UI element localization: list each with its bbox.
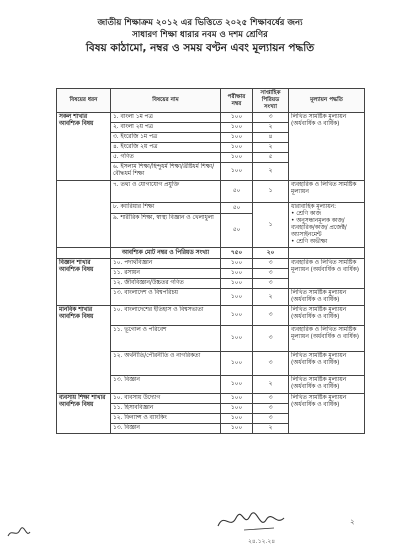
marks-cell: ১০০ xyxy=(221,113,253,123)
assessment-cell: লিখিত সামষ্টিক মূল্যায়ন (অর্ধবার্ষিক ও বার্ষিক) xyxy=(289,306,365,326)
subject-cell: ২. বাংলা ২য় পত্র xyxy=(111,123,221,133)
subject-cell: ১২. ফিন্যান্স ও ব্যাংকিং xyxy=(111,414,221,424)
subject-cell: ৭. তথ্য ও যোগাযোগ প্রযুক্তি xyxy=(111,181,221,203)
header-marks: পরীক্ষার নম্বর xyxy=(221,89,253,113)
marks-cell: ৫০ xyxy=(221,181,253,203)
marks-cell: ১০০ xyxy=(221,289,253,306)
continuous-item: • অনুসন্ধানমূলক কাজ/ব্যবহারিক/কাজ/ প্রজেক্ট/অ্যাসাইনমেন্ট xyxy=(291,218,347,238)
header-assessment: মূল্যায়ন পদ্ধতি xyxy=(289,89,365,113)
table-row xyxy=(57,259,365,269)
subject-cell: ১০. পদার্থবিজ্ঞান xyxy=(111,259,221,269)
marks-cell: ১০০ xyxy=(221,394,253,404)
marks-cell: ১০০ xyxy=(221,153,253,163)
marks-cell: ১০০ xyxy=(221,143,253,153)
table-row xyxy=(57,306,365,326)
subject-cell: ১২. জীববিজ্ঞান/উচ্চতর গণিত xyxy=(111,279,221,289)
periods-cell: ৩ xyxy=(253,269,289,279)
periods-cell: ৩ xyxy=(253,279,289,289)
group-science: বিজ্ঞান শাখার আবশ্যিক বিষয় xyxy=(57,259,111,306)
table-row xyxy=(57,113,365,123)
periods-cell: ৩ xyxy=(253,352,289,376)
marks-cell: ৫০ xyxy=(221,203,253,214)
periods-cell: ২ xyxy=(253,123,289,133)
assessment-cell-continuous xyxy=(289,203,365,248)
subject-cell: ১০. ব্যবসায় উদ্যোগ xyxy=(111,394,221,404)
subject-cell: ১২. অর্থনীতি/পৌরনীতি ও নাগরিকতা xyxy=(111,352,221,376)
marks-cell: ৫০ xyxy=(221,214,253,248)
periods-cell: ৪ xyxy=(253,133,289,143)
group-humanities: মানবিক শাখার আবশ্যিক বিষয় xyxy=(57,306,111,394)
marks-cell: ১০০ xyxy=(221,163,253,181)
subject-cell: ১০. বাংলাদেশের ইতিহাস ও বিশ্বসভ্যতা xyxy=(111,306,221,326)
total-marks: ৭৫০ xyxy=(221,248,253,259)
marks-cell: ১০০ xyxy=(221,404,253,414)
subject-cell: ১১. হিসাববিজ্ঞান xyxy=(111,404,221,414)
subject-cell: ৪. ইংরেজি ২য় পত্র xyxy=(111,143,221,153)
periods-cell: ৩ xyxy=(253,306,289,326)
periods-cell: ১ xyxy=(253,203,289,248)
subject-structure-table xyxy=(56,88,365,434)
margin-initials xyxy=(6,526,32,540)
periods-cell: ২ xyxy=(253,289,289,306)
marks-cell: ১০০ xyxy=(221,279,253,289)
periods-cell: ৫ xyxy=(253,153,289,163)
assessment-cell: লিখিত সামষ্টিক মূল্যায়ন (অর্ধবার্ষিক ও বার্ষিক) xyxy=(289,394,365,434)
assessment-cell: ব্যবহারিক ও লিখিত সামষ্টিক মূল্যায়ন xyxy=(289,181,365,203)
total-row xyxy=(57,248,365,259)
marks-cell: ১০০ xyxy=(221,352,253,376)
assessment-cell: লিখিত সামষ্টিক মূল্যায়ন (অর্ধবার্ষিক ও বার্ষিক) xyxy=(289,289,365,306)
marks-cell: ১০০ xyxy=(221,326,253,352)
subject-cell: ৮. ক্যারিয়ার শিক্ষা xyxy=(111,203,221,214)
subject-cell: ৫. গণিত xyxy=(111,153,221,163)
periods-cell: ৩ xyxy=(253,326,289,352)
periods-cell: ৩ xyxy=(253,414,289,424)
subject-cell: ১১. ভূগোল ও পরিবেশ xyxy=(111,326,221,352)
subject-cell: ৩. ইংরেজি ১ম পত্র xyxy=(111,133,221,143)
document-title: বিষয় কাঠামো, নম্বর ও সময় বণ্টন এবং মূল্যায়ন পদ্ধতি xyxy=(85,42,315,54)
total-blank xyxy=(57,248,111,259)
group-business: ব্যবসায় শিক্ষা শাখার আবশ্যিক বিষয় xyxy=(57,394,111,434)
table-header-row xyxy=(57,89,365,113)
subject-cell: ১৩. বিজ্ঞান xyxy=(111,376,221,394)
marks-cell: ১০০ xyxy=(221,259,253,269)
table-row xyxy=(57,394,365,404)
continuous-item: • শ্রেণি অভীক্ষা xyxy=(291,239,328,245)
marks-cell: ১০০ xyxy=(221,133,253,143)
subject-cell: ১৩. বিজ্ঞান xyxy=(111,424,221,434)
continuous-item: • শ্রেণি কাজ xyxy=(291,211,321,217)
assessment-cell: লিখিত সামষ্টিক মূল্যায়ন (অর্ধবার্ষিক ও বার্ষিক) xyxy=(289,376,365,394)
assessment-cell: ব্যবহারিক ও লিখিত সামষ্টিক মূল্যায়ন (অর্ধবার্ষিক ও বার্ষিক) xyxy=(289,259,365,289)
marks-cell: ১০০ xyxy=(221,306,253,326)
periods-cell: ৩ xyxy=(253,404,289,414)
header-subject: বিষয়ের নাম xyxy=(111,89,221,113)
continuous-assessment-title: ধারাবাহিক মূল্যায়ন: xyxy=(291,204,337,210)
marks-cell: ১০০ xyxy=(221,123,253,133)
heading-line-2: সাধারণ শিক্ষা ধারার নবম ও দশম শ্রেণির xyxy=(132,30,268,40)
heading-line-1: জাতীয় শিক্ষাক্রম ২০১২ এর ভিত্তিতে ২০২৫ শিক্ষাবর্ষের জন্য xyxy=(97,18,303,28)
periods-cell: ২ xyxy=(253,143,289,153)
marks-cell: ১০০ xyxy=(221,424,253,434)
subject-cell: ১. বাংলা ১ম পত্র xyxy=(111,113,221,123)
total-label: আবশ্যিক মোট নম্বর ও পিরিয়ড সংখ্যা xyxy=(111,248,221,259)
periods-cell: ২ xyxy=(253,163,289,181)
total-periods: ২০ xyxy=(253,248,289,259)
table-row xyxy=(57,181,365,203)
subject-cell: ৯. শারীরিক শিক্ষা, স্বাস্থ্য বিজ্ঞান ও খেলাধুলা xyxy=(111,214,221,248)
group-compulsory-cont xyxy=(57,181,111,248)
subject-cell: ৬. ইসলাম শিক্ষা/হিন্দুধর্ম শিক্ষা/খ্রীষ্টধর্ম শিক্ষা/বৌদ্ধধর্ম শিক্ষা xyxy=(111,163,221,181)
periods-cell: ২ xyxy=(253,424,289,434)
periods-cell: ৩ xyxy=(253,259,289,269)
subject-cell: ১১. রসায়ন xyxy=(111,269,221,279)
marks-cell: ১০০ xyxy=(221,269,253,279)
assessment-cell: লিখিত সামষ্টিক মূল্যায়ন (অর্ধবার্ষিক ও বার্ষিক) xyxy=(289,113,365,181)
signature-date: ২৪.১২.২৪ xyxy=(248,538,276,545)
group-compulsory: সকল শাখার আবশ্যিক বিষয় xyxy=(57,113,111,181)
subject-cell: ১৩. বাংলাদেশ ও বিশ্বপরিচয় xyxy=(111,289,221,306)
handwritten-signature xyxy=(214,508,294,534)
marks-cell: ১০০ xyxy=(221,414,253,424)
marks-cell: ১০০ xyxy=(221,376,253,394)
periods-cell: ২ xyxy=(253,376,289,394)
total-assess-blank xyxy=(289,248,365,259)
periods-cell: ৩ xyxy=(253,394,289,404)
periods-cell: ৩ xyxy=(253,113,289,123)
header-periods: সাপ্তাহিক পিরিয়ড সংখ্যা xyxy=(253,89,289,113)
header-group: বিষয়ের ধরন xyxy=(57,89,111,113)
page-number: ২ xyxy=(350,518,355,526)
assessment-cell: ব্যবহারিক ও লিখিত সামষ্টিক মূল্যায়ন (অর্ধবার্ষিক ও বার্ষিক) xyxy=(289,326,365,352)
assessment-cell: লিখিত সামষ্টিক মূল্যায়ন (অর্ধবার্ষিক ও বার্ষিক) xyxy=(289,352,365,376)
periods-cell: ১ xyxy=(253,181,289,203)
